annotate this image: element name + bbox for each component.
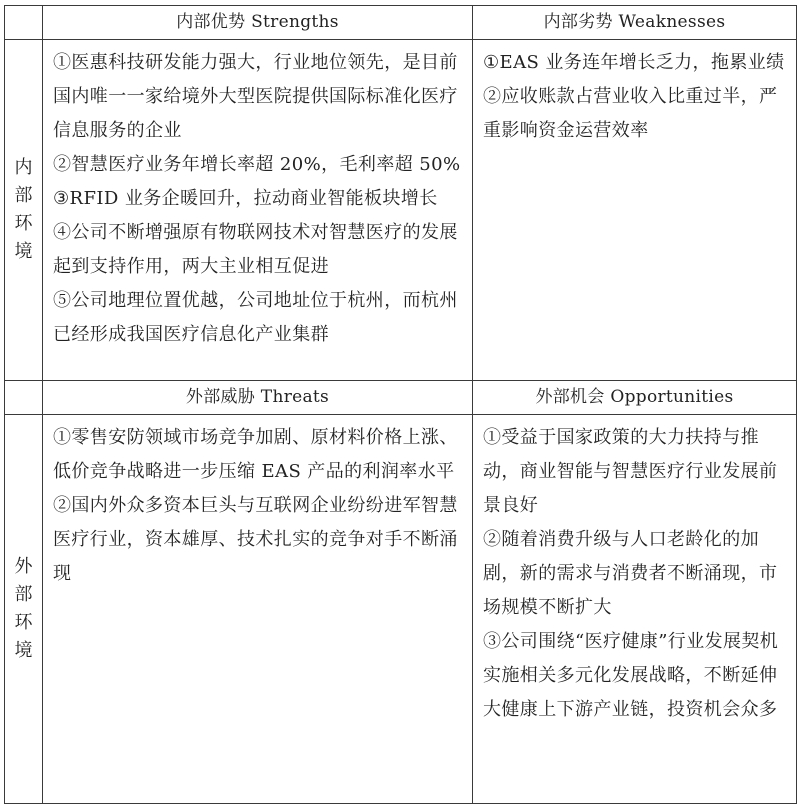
strengths-cell: [43, 40, 473, 381]
internal-environment-row: [5, 40, 797, 381]
side-char: 部: [14, 185, 33, 206]
strength-item: ④公司不断增强原有物联网技术对智慧医疗的发展起到支持作用，两大主业相互促进: [53, 222, 458, 277]
strength-item: ②智慧医疗业务年增长率超 20%，毛利率超 50%: [53, 154, 461, 175]
internal-environment-label: [5, 40, 43, 381]
header-row-internal: [5, 6, 797, 40]
opportunity-item: ③公司围绕“医疗健康”行业发展契机实施相关多元化发展战略，不断延伸大健康上下游产业链，投资机会众多: [483, 631, 779, 720]
strength-item: ③RFID 业务企暖回升，拉动商业智能板块增长: [53, 188, 438, 209]
corner-cell: [5, 6, 43, 40]
opportunities-cell: [473, 415, 797, 804]
side-char: 环: [14, 213, 33, 234]
threat-item: ②国内外众多资本巨头与互联网企业纷纷进军智慧医疗行业，资本雄厚、技术扎实的竞争对手不断涌现: [53, 495, 458, 584]
side-char: 部: [14, 584, 33, 605]
swot-table: [4, 5, 797, 804]
external-environment-label: [5, 415, 43, 804]
threat-item: ①零售安防领域市场竞争加剧、原材料价格上涨、低价竞争战略进一步压缩 EAS 产品的利润率水平: [53, 427, 458, 482]
side-char: 内: [14, 157, 33, 178]
strength-item: ①医惠科技研发能力强大，行业地位领先，是目前国内唯一一家给境外大型医院提供国际标准化医疗信息服务的企业: [53, 52, 458, 141]
threats-header: 外部威胁 Threats: [43, 381, 473, 415]
side-char: 外: [14, 556, 33, 577]
header-row-external: [5, 381, 797, 415]
strengths-header: 内部优势 Strengths: [43, 6, 473, 40]
weaknesses-header: 内部劣势 Weaknesses: [473, 6, 797, 40]
side-char: 境: [14, 241, 33, 262]
strength-item: ⑤公司地理位置优越，公司地址位于杭州，而杭州已经形成我国医疗信息化产业集群: [53, 290, 458, 345]
side-char: 境: [14, 640, 33, 661]
opportunity-item: ①受益于国家政策的大力扶持与推动，商业智能与智慧医疗行业发展前景良好: [483, 427, 778, 516]
weaknesses-cell: [473, 40, 797, 381]
opportunities-header: 外部机会 Opportunities: [473, 381, 797, 415]
side-char: 环: [14, 612, 33, 633]
threats-cell: [43, 415, 473, 804]
corner-cell: [5, 381, 43, 415]
weakness-item: ①EAS 业务连年增长乏力，拖累业绩: [483, 52, 785, 73]
opportunity-item: ②随着消费升级与人口老龄化的加剧，新的需求与消费者不断涌现，市场规模不断扩大: [483, 529, 778, 618]
external-environment-row: [5, 415, 797, 804]
weakness-item: ②应收账款占营业收入比重过半，严重影响资金运营效率: [483, 86, 778, 141]
